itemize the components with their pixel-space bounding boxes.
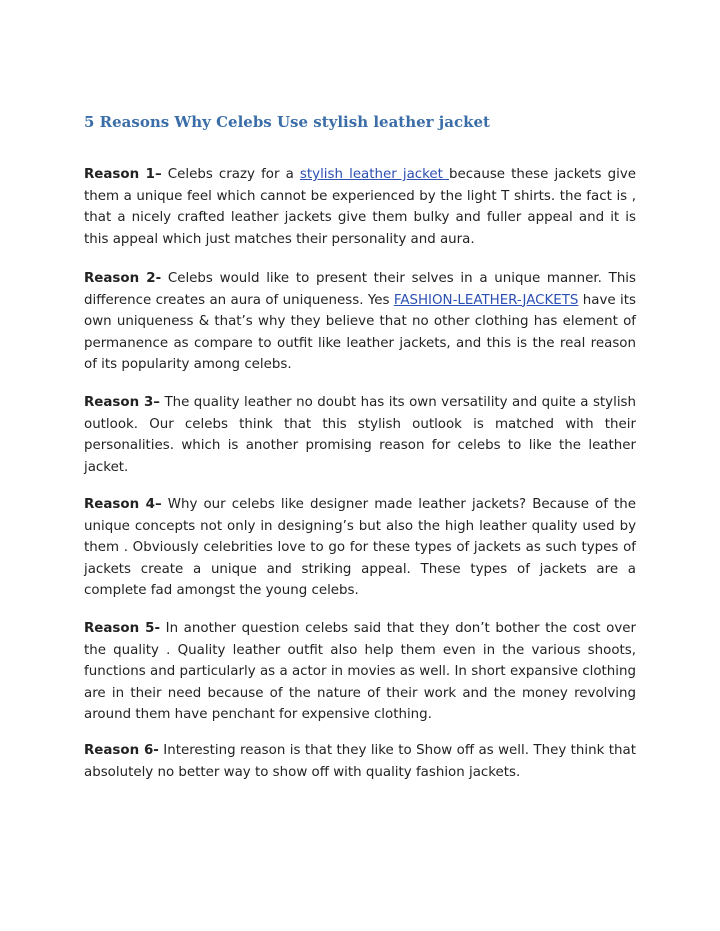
- reason-3-paragraph: [84, 392, 636, 478]
- reason-3-text: The quality leather no doubt has its own versatility and quite a stylish outlook. Our celebs think that this stylish outlook is matched with their personalities. which is another promising reason for celebs to like the leather jacket.: [84, 395, 636, 475]
- reason-4-label: Reason 4–: [84, 497, 162, 512]
- reason-2-text-before-link: Celebs would like to present their selves in a unique manner. This difference creates an aura of uniqueness. Yes: [84, 271, 636, 308]
- stylish-leather-jacket-link[interactable]: stylish leather jacket: [299, 167, 450, 182]
- reason-6-paragraph: [84, 740, 636, 783]
- reason-2-paragraph: [84, 268, 636, 376]
- reason-4-text: Why our celebs like designer made leather jackets? Because of the unique concepts not only in designing’s but also the high leather quality used by them . Obviously celebrities love to go for these types of jackets as such types of jackets create a unique and striking appeal. These types of jackets are a complete fad amongst the young celebs.: [84, 497, 637, 598]
- reason-5-label: Reason 5-: [84, 621, 161, 636]
- reason-6-text: Interesting reason is that they like to Show off as well. They think that absolutely no better way to show off with quality fashion jackets.: [84, 743, 636, 780]
- reason-5-paragraph: [84, 618, 636, 726]
- reason-2-text-after-link: have its own uniqueness & that’s why they believe that no other clothing has element of permanence as compare to outfit like leather jackets, and this is the real reason of its popularity among celebs.: [84, 292, 636, 372]
- reason-1-text-after-link: because these jackets give them a unique feel which cannot be experienced by the light T shirts. the fact is , that a nicely crafted leather jackets give them bulky and fuller appeal and it is this appeal which just matches their personality and aura.: [84, 167, 636, 247]
- reason-6-label: Reason 6-: [84, 743, 159, 758]
- reason-3-label: Reason 3–: [84, 395, 160, 410]
- reason-1-paragraph: [84, 164, 636, 250]
- reason-5-text: In another question celebs said that they don’t bother the cost over the quality . Quality leather outfit also help them even in the various shoots, functions and particularly as a actor in movies as well. In short expansive clothing are in their need because of the nature of their work and the money revolving around them have penchant for expensive clothing.: [84, 621, 636, 722]
- reason-1-text-before-link: Celebs crazy for a: [161, 167, 300, 182]
- reason-1-label: Reason 1–: [84, 167, 162, 182]
- reason-2-label: Reason 2-: [84, 271, 162, 286]
- document-title: 5 Reasons Why Celebs Use stylish leather jacket: [84, 113, 490, 131]
- reason-4-paragraph: [84, 494, 636, 602]
- fashion-leather-jackets-link[interactable]: FASHION-LEATHER-JACKETS: [393, 292, 579, 308]
